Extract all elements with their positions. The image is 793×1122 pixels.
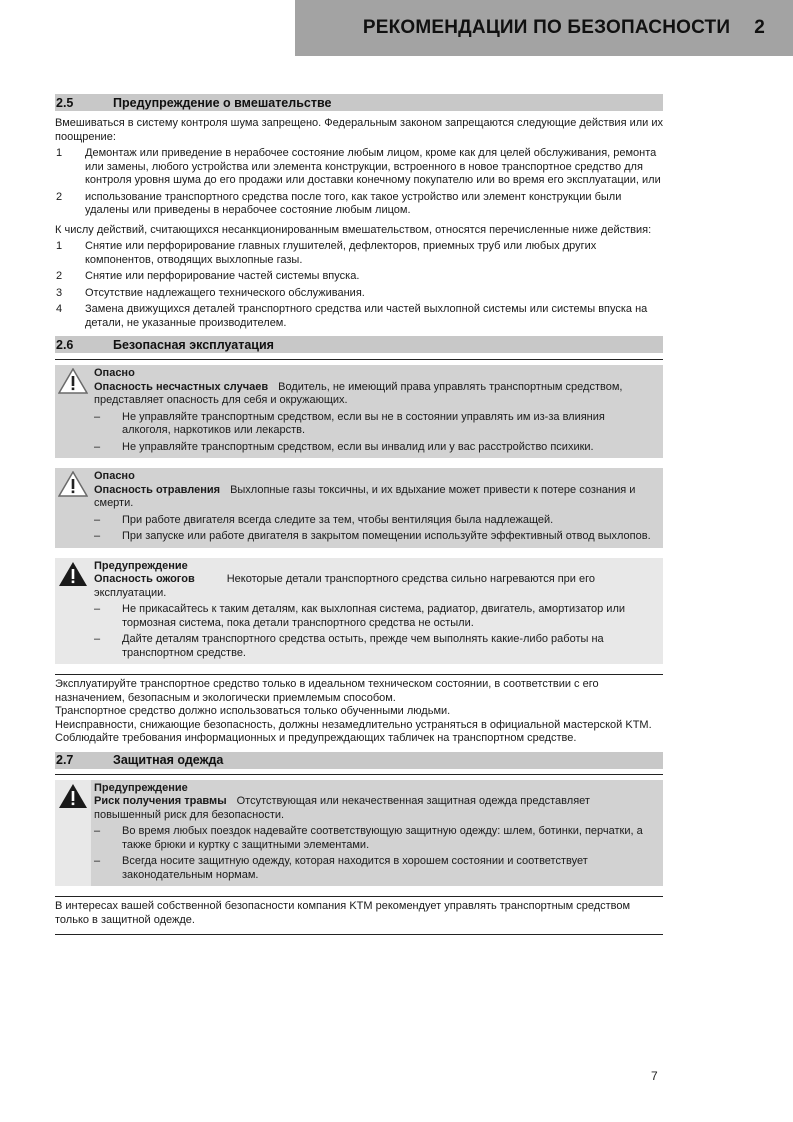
list-item: – Не прикасайтесь к таким деталям, как выхлопная система, радиатор, двигатель, амортизатор или тормозная система, пока детали транспортного средства не остыли. xyxy=(94,603,626,629)
divider xyxy=(55,896,663,897)
section-heading-2-6 xyxy=(55,336,663,353)
list-item: 2 использование транспортного средства после того, как такое устройство или элемент конструкции были удалены или приведены в нерабочее состояние любым лицом. xyxy=(56,190,622,216)
page-number: 7 xyxy=(651,1069,658,1083)
warning-description: Отсутствующая или некачественная защитная одежда представляет повышенный риск для безопасности. xyxy=(94,795,590,821)
section-number: 2.7 xyxy=(56,753,74,767)
list-item: 1 Снятие или перфорирование главных глушителей, дефлекторов, приемных труб или любых других компонентов, отводящих выхлопные газы. xyxy=(56,240,597,266)
section-title: Безопасная эксплуатация xyxy=(113,337,274,352)
chapter-title: РЕКОМЕНДАЦИИ ПО БЕЗОПАСНОСТИ xyxy=(362,17,731,38)
section-number: 2.6 xyxy=(56,337,74,352)
warning-title: Опасность ожогов xyxy=(94,573,195,585)
warning-list xyxy=(94,411,655,455)
paragraph: Эксплуатируйте транспортное средство только в идеальном техническом состоянии, в соответствии с его назначением, безопасным и экологически приемлемым способом. xyxy=(55,678,599,704)
warning-description: Некоторые детали транспортного средства сильно нагреваются при его эксплуатации. xyxy=(94,573,595,599)
list-item: – При запуске или работе двигателя в закрытом помещении используйте эффективный отвод выхлопов. xyxy=(94,530,651,542)
warning-title: Опасность несчастных случаев xyxy=(94,380,269,393)
section-title: Предупреждение о вмешательстве xyxy=(113,95,332,110)
list-item: – Не управляйте транспортным средством, если вы не в состоянии управлять им из-за влияния алкоголя, наркотиков или лекарств. xyxy=(94,410,605,436)
warning-triangle-icon xyxy=(55,780,91,887)
list-item: 1 Демонтаж или приведение в нерабочее состояние любым лицом, кроме как для целей обслуживания, ремонта или замены, любого устройства или элемента конструкции, встроенного в новое транспортное средство для контроля уровня шума до его продажи или доставки конечному покупателю или во время его эксплуатации, или xyxy=(56,147,661,186)
warning-box-burns xyxy=(55,558,663,665)
final-paragraph: В интересах вашей собственной безопасности компания KTM рекомендует управлять транспортным средством только в защитной одежде. xyxy=(55,900,631,926)
divider xyxy=(55,674,663,675)
warning-type: Опасно xyxy=(94,470,135,482)
operation-paragraphs xyxy=(55,678,663,746)
warning-triangle-icon xyxy=(55,468,91,548)
warning-list xyxy=(94,603,655,660)
chapter-number: 2 xyxy=(754,17,765,38)
divider xyxy=(55,934,663,935)
danger-box-accidents xyxy=(55,365,663,458)
list-item: – Дайте деталям транспортного средства остыть, прежде чем выполнять какие-либо работы на транспортном средстве. xyxy=(94,633,604,659)
warning-type: Опасно xyxy=(94,367,135,379)
page-content xyxy=(55,94,663,935)
warning-triangle-icon xyxy=(55,558,91,665)
warning-list xyxy=(94,514,655,544)
paragraph: Соблюдайте требования информационных и предупреждающих табличек на транспортном средстве. xyxy=(55,732,577,744)
section-number: 2.5 xyxy=(56,95,74,110)
warning-title: Опасность отравления xyxy=(94,483,221,496)
warning-list xyxy=(94,825,655,882)
warning-title: Риск получения травмы xyxy=(94,795,227,807)
warning-description: Выхлопные газы токсичны, и их вдыхание может привести к потере сознания и смерти. xyxy=(94,483,636,509)
prohibited-actions-list xyxy=(55,147,663,218)
section-heading-2-7 xyxy=(55,752,663,769)
list-item: – При работе двигателя всегда следите за тем, чтобы вентиляция была надлежащей. xyxy=(94,513,554,526)
warning-triangle-icon xyxy=(55,365,91,458)
intro-paragraph: Вмешиваться в систему контроля шума запрещено. Федеральным законом запрещаются следующие действия или их поощрение: xyxy=(55,117,663,143)
warning-type: Предупреждение xyxy=(94,781,188,794)
intro-paragraph-2: К числу действий, считающихся несанкционированным вмешательством, относятся перечисленные ниже действия: xyxy=(55,223,652,236)
list-item: 3 Отсутствие надлежащего технического обслуживания. xyxy=(56,286,365,299)
warning-description: Водитель, не имеющий права управлять транспортным средством, представляет опасность для себя и окружающих. xyxy=(94,380,623,406)
list-item: – Всегда носите защитную одежду, которая находится в хорошем состоянии и соответствует законодательным нормам. xyxy=(94,855,588,881)
list-item: 2 Снятие или перфорирование частей системы впуска. xyxy=(56,270,360,282)
section-title: Защитная одежда xyxy=(113,753,224,767)
chapter-header xyxy=(295,0,793,56)
tampering-actions-list xyxy=(55,240,663,330)
warning-type: Предупреждение xyxy=(94,559,188,572)
list-item: – Не управляйте транспортным средством, если вы инвалид или у вас расстройство психики. xyxy=(94,440,594,453)
paragraph: Неисправности, снижающие безопасность, должны незамедлительно устраняться в официальной мастерской KTM. xyxy=(55,718,652,731)
section-heading-2-5 xyxy=(55,94,663,111)
warning-box-injury xyxy=(55,780,663,887)
divider xyxy=(55,774,663,775)
danger-box-poisoning xyxy=(55,468,663,548)
list-item: – Во время любых поездок надевайте соответствующую защитную одежду: шлем, ботинки, перчатки, а также брюки и куртку с защитными элементами. xyxy=(94,825,643,851)
paragraph: Транспортное средство должно использоваться только обученными людьми. xyxy=(55,705,451,717)
divider xyxy=(55,359,663,360)
list-item: 4 Замена движущихся деталей транспортного средства или частей выхлопной системы или системы впуска на детали, не указанные производителем. xyxy=(56,303,648,329)
